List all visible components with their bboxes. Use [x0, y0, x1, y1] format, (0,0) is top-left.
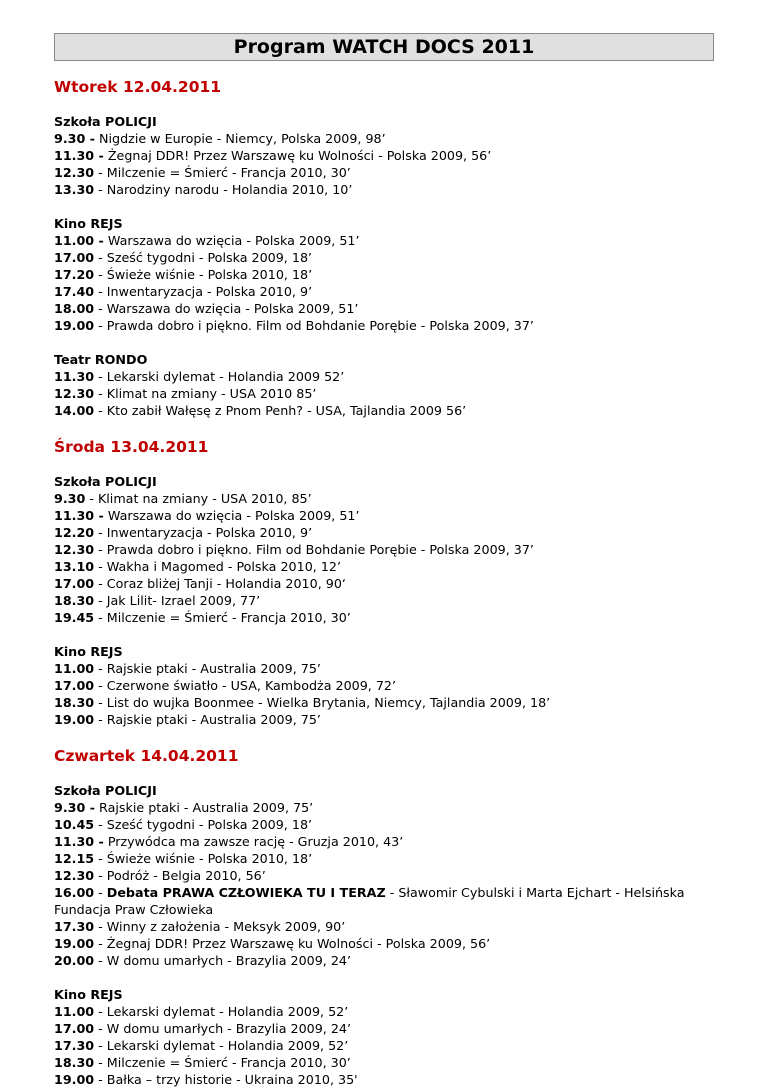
screening-row [54, 918, 714, 935]
screening-text: - Żegnaj DDR! Przez Warszawę ku Wolności - Polska 2009, 56’ [94, 936, 491, 951]
screening-time: 17.30 [54, 1038, 95, 1053]
screening-row [54, 524, 714, 541]
screening-time: 12.30 [54, 386, 95, 401]
venue-name: Kino REJS [54, 216, 123, 231]
screening-text: - Podróż - Belgia 2010, 56’ [94, 868, 266, 883]
screening-row [54, 147, 714, 164]
screening-text: - Czerwone światło - USA, Kambodża 2009, 72’ [94, 678, 397, 693]
screening-row [54, 952, 714, 969]
screening-time: 18.30 [54, 695, 95, 710]
screening-time: 11.00 [54, 661, 95, 676]
screening-text: - Inwentaryzacja - Polska 2010, 9’ [94, 284, 313, 299]
screening-row [54, 711, 714, 728]
screening-text: - Bałka – trzy historie - Ukraina 2010, 35' [94, 1072, 358, 1087]
screening-time: 17.00 [54, 1021, 95, 1036]
screening-text: - Rajskie ptaki - Australia 2009, 75’ [94, 712, 321, 727]
screening-row [54, 1054, 714, 1071]
screening-time: 12.30 [54, 542, 95, 557]
screening-text: - Milczenie = Śmierć - Francja 2010, 30’ [94, 165, 351, 180]
screening-text: - W domu umarłych - Brazylia 2009, 24’ [94, 1021, 352, 1036]
screening-time: 11.30 [54, 369, 95, 384]
day-heading: Środa 13.04.2011 [54, 438, 209, 456]
screening-time: 10.45 [54, 817, 95, 832]
screening-time: 11.30 - [54, 508, 104, 523]
screening-text: - Prawda dobro i piękno. Film od Bohdanie Porębie - Polska 2009, 37’ [94, 318, 534, 333]
venue-name: Kino REJS [54, 987, 123, 1002]
venue-block [54, 643, 714, 728]
day-section [54, 473, 714, 728]
screening-row [54, 558, 714, 575]
screening-time: 16.00 [54, 885, 95, 900]
screening-time: 13.10 [54, 559, 95, 574]
screening-time: 11.00 [54, 1004, 95, 1019]
venue-name: Szkoła POLICJI [54, 474, 157, 489]
screening-row [54, 1037, 714, 1054]
screening-text: - Kto zabił Wałęsę z Pnom Penh? - USA, Tajlandia 2009 56’ [94, 403, 467, 418]
screening-row [54, 283, 714, 300]
screening-time: 18.30 [54, 1055, 95, 1070]
screening-text: - Świeże wiśnie - Polska 2010, 18’ [94, 267, 313, 282]
venue-block [54, 351, 714, 419]
screening-row [54, 249, 714, 266]
day-heading: Wtorek 12.04.2011 [54, 78, 222, 96]
venue-name: Teatr RONDO [54, 352, 148, 367]
screening-text: Przywódca ma zawsze rację - Gruzja 2010, 43’ [103, 834, 404, 849]
screening-time: 20.00 [54, 953, 95, 968]
screening-row [54, 368, 714, 385]
event-title: Debata PRAWA CZŁOWIEKA TU I TERAZ [106, 885, 386, 900]
screening-row [54, 592, 714, 609]
screening-time: 19.00 [54, 1072, 95, 1087]
screening-time: 17.20 [54, 267, 95, 282]
day-section [54, 113, 714, 419]
venue-block [54, 473, 714, 626]
screening-time: 19.00 [54, 936, 95, 951]
screening-row [54, 660, 714, 677]
screening-time: 17.00 [54, 576, 95, 591]
screening-time: 19.00 [54, 318, 95, 333]
screening-text: - Świeże wiśnie - Polska 2010, 18’ [94, 851, 313, 866]
screening-text: - List do wujka Boonmee - Wielka Brytania, Niemcy, Tajlandia 2009, 18’ [94, 695, 551, 710]
screening-text: Rajskie ptaki - Australia 2009, 75’ [95, 800, 314, 815]
screening-text: - Sześć tygodni - Polska 2009, 18’ [94, 250, 313, 265]
venue-block [54, 113, 714, 198]
screening-text: - Milczenie = Śmierć - Francja 2010, 30’ [94, 1055, 351, 1070]
venue-block [54, 215, 714, 334]
screening-time: 9.30 [54, 491, 86, 506]
screening-text: - Lekarski dylemat - Holandia 2009, 52’ [94, 1038, 349, 1053]
screening-time: 12.30 [54, 868, 95, 883]
screening-time: 18.00 [54, 301, 95, 316]
screening-time: 18.30 [54, 593, 95, 608]
screening-text: - Wakha i Magomed - Polska 2010, 12’ [94, 559, 342, 574]
screening-text: - Lekarski dylemat - Holandia 2009 52’ [94, 369, 345, 384]
screening-text: Warszawa do wzięcia - Polska 2009, 51’ [103, 233, 360, 248]
venue-block [54, 782, 714, 969]
screening-text: - Milczenie = Śmierć - Francja 2010, 30’ [94, 610, 351, 625]
screening-row [54, 816, 714, 833]
screening-row [54, 130, 714, 147]
screening-time: 17.40 [54, 284, 95, 299]
screening-row [54, 575, 714, 592]
screening-row [54, 266, 714, 283]
screening-time: 13.30 [54, 182, 95, 197]
schedule [54, 78, 714, 1088]
screening-row [54, 164, 714, 181]
screening-row [54, 317, 714, 334]
screening-text: - Warszawa do wzięcia - Polska 2009, 51’ [94, 301, 359, 316]
venue-name: Kino REJS [54, 644, 123, 659]
screening-row [54, 694, 714, 711]
screening-time: 19.45 [54, 610, 95, 625]
screening-text: - Coraz bliżej Tanji - Holandia 2010, 90‘ [94, 576, 346, 591]
screening-time: 12.15 [54, 851, 95, 866]
screening-row [54, 1020, 714, 1037]
screening-row [54, 1071, 714, 1088]
screening-time: 17.00 [54, 678, 95, 693]
screening-text: Warszawa do wzięcia - Polska 2009, 51’ [103, 508, 360, 523]
screening-text: - W domu umarłych - Brazylia 2009, 24’ [94, 953, 352, 968]
screening-time: 9.30 - [54, 131, 95, 146]
screening-row [54, 850, 714, 867]
screening-row [54, 1003, 714, 1020]
screening-time: 11.30 - [54, 148, 104, 163]
screening-row [54, 385, 714, 402]
screening-text: - Jak Lilit- Izrael 2009, 77’ [94, 593, 261, 608]
screening-row [54, 799, 714, 816]
screening-time: 17.00 [54, 250, 95, 265]
screening-time: 12.30 [54, 165, 95, 180]
screening-row [54, 884, 714, 918]
screening-time: 17.30 [54, 919, 95, 934]
venue-block [54, 986, 714, 1088]
venue-name: Szkoła POLICJI [54, 783, 157, 798]
screening-row [54, 490, 714, 507]
screening-row [54, 541, 714, 558]
screening-row [54, 833, 714, 850]
screening-time: 9.30 - [54, 800, 95, 815]
page-title: Program WATCH DOCS 2011 [54, 33, 714, 61]
screening-text: - Klimat na zmiany - USA 2010 85’ [94, 386, 317, 401]
screening-text: - [94, 885, 107, 900]
screening-time: 11.00 - [54, 233, 104, 248]
screening-row [54, 402, 714, 419]
screening-row [54, 300, 714, 317]
screening-row [54, 507, 714, 524]
screening-row [54, 935, 714, 952]
screening-row [54, 232, 714, 249]
screening-text: - Prawda dobro i piękno. Film od Bohdanie Porębie - Polska 2009, 37’ [94, 542, 534, 557]
screening-time: 11.30 - [54, 834, 104, 849]
venue-name: Szkoła POLICJI [54, 114, 157, 129]
screening-text: Nigdzie w Europie - Niemcy, Polska 2009, 98’ [95, 131, 386, 146]
screening-text: - Narodziny narodu - Holandia 2010, 10’ [94, 182, 353, 197]
day-heading: Czwartek 14.04.2011 [54, 747, 239, 765]
screening-row [54, 867, 714, 884]
screening-text: - Klimat na zmiany - USA 2010, 85’ [85, 491, 312, 506]
screening-time: 12.20 [54, 525, 95, 540]
day-section [54, 782, 714, 1088]
event-details: - Sławomir Cybulski i Marta Ejchart - Helsińska Fundacja Praw Człowieka [54, 885, 685, 917]
screening-row [54, 181, 714, 198]
screening-time: 14.00 [54, 403, 95, 418]
screening-text: Żegnaj DDR! Przez Warszawę ku Wolności - Polska 2009, 56’ [103, 148, 492, 163]
screening-row [54, 677, 714, 694]
screening-time: 19.00 [54, 712, 95, 727]
screening-text: - Inwentaryzacja - Polska 2010, 9’ [94, 525, 313, 540]
screening-text: - Rajskie ptaki - Australia 2009, 75’ [94, 661, 321, 676]
screening-text: - Sześć tygodni - Polska 2009, 18’ [94, 817, 313, 832]
screening-row [54, 609, 714, 626]
screening-text: - Lekarski dylemat - Holandia 2009, 52’ [94, 1004, 349, 1019]
screening-text: - Winny z założenia - Meksyk 2009, 90’ [94, 919, 346, 934]
